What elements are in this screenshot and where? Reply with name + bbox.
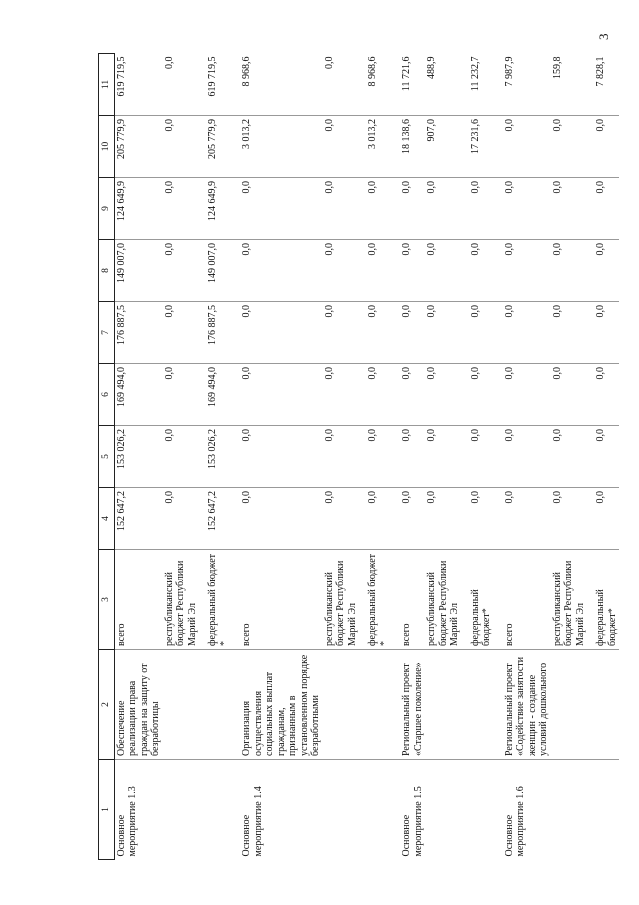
amount-cell: 0,0: [323, 178, 360, 240]
funding-source-cell: республиканский бюджет Республики Марий Эл: [551, 550, 588, 650]
header-cell: 9: [99, 178, 115, 240]
event-cell: Основное мероприятие 1.4: [241, 786, 264, 857]
budget-table-body: [114, 54, 619, 860]
event-name-cell: Региональный проект «Старшее поколение»: [391, 650, 425, 760]
event-cell: [359, 760, 391, 860]
amount-cell: 0,0: [551, 364, 588, 426]
amount-cell: 0,0: [587, 178, 619, 240]
header-cell: 1: [99, 760, 115, 860]
amount-cell: 0,0: [359, 364, 391, 426]
amount-cell: 0,0: [425, 426, 462, 488]
amount-cell: 0,0: [462, 178, 494, 240]
amount-cell: 0,0: [231, 426, 323, 488]
table-row: [494, 54, 551, 860]
table-row: [163, 54, 200, 860]
amount-cell: 907,0: [425, 116, 462, 178]
amount-cell: 0,0: [587, 240, 619, 302]
table-row: [359, 54, 391, 860]
amount-cell: 0,0: [323, 240, 360, 302]
funding-source-cell: федеральный бюджет*: [587, 550, 619, 650]
amount-cell: 0,0: [163, 240, 200, 302]
amount-cell: 0,0: [494, 426, 551, 488]
event-cell: Основное мероприятие 1.5: [401, 786, 424, 857]
amount-cell: 0,0: [551, 116, 588, 178]
amount-cell: 176 887,5: [199, 302, 231, 364]
event-name-cell: [359, 650, 391, 760]
amount-cell: 0,0: [163, 116, 200, 178]
table-row: [114, 54, 163, 860]
event-name-cell: [323, 650, 360, 760]
amount-cell: 0,0: [323, 54, 360, 116]
amount-cell: 176 887,5: [114, 302, 163, 364]
event-cell: [199, 760, 231, 860]
header-cell: 2: [99, 650, 115, 760]
amount-cell: 0,0: [551, 488, 588, 550]
amount-cell: 0,0: [163, 302, 200, 364]
event-cell: [425, 760, 462, 860]
amount-cell: 0,0: [462, 364, 494, 426]
table-row: [199, 54, 231, 860]
funding-source-cell: республиканский бюджет Республики Марий Эл: [425, 550, 462, 650]
amount-cell: 124 649,9: [114, 178, 163, 240]
amount-cell: 124 649,9: [199, 178, 231, 240]
amount-cell: 0,0: [391, 178, 425, 240]
header-cell: 10: [99, 116, 115, 178]
amount-cell: 619 719,5: [199, 54, 231, 116]
amount-cell: 159,8: [551, 54, 588, 116]
amount-cell: 488,9: [425, 54, 462, 116]
event-cell: [551, 760, 588, 860]
header-cell: 6: [99, 364, 115, 426]
amount-cell: 0,0: [462, 240, 494, 302]
amount-cell: 153 026,2: [114, 426, 163, 488]
event-cell: Основное мероприятие 1.6: [503, 786, 527, 857]
amount-cell: 11 232,7: [462, 54, 494, 116]
budget-table-sheet: [98, 56, 628, 860]
funding-source-cell: федеральный бюджет*: [462, 550, 494, 650]
amount-cell: 0,0: [359, 488, 391, 550]
page-number: 3: [596, 33, 611, 40]
amount-cell: 0,0: [391, 364, 425, 426]
amount-cell: 0,0: [391, 426, 425, 488]
amount-cell: 169 494,0: [114, 364, 163, 426]
funding-source-cell: всего: [231, 550, 323, 650]
event-name-cell: Региональный проект «Содействие занятости женщин - создание условий дошкольного: [494, 650, 551, 760]
amount-cell: 149 007,0: [199, 240, 231, 302]
amount-cell: 0,0: [494, 364, 551, 426]
amount-cell: 0,0: [494, 302, 551, 364]
amount-cell: 0,0: [587, 116, 619, 178]
table-row: [391, 54, 425, 860]
funding-source-cell: республиканский бюджет Республики Марий Эл: [323, 550, 360, 650]
amount-cell: 0,0: [359, 302, 391, 364]
table-row: [462, 54, 494, 860]
amount-cell: 0,0: [231, 240, 323, 302]
amount-cell: 3 013,2: [231, 116, 323, 178]
amount-cell: 0,0: [391, 302, 425, 364]
amount-cell: 0,0: [231, 364, 323, 426]
amount-cell: 153 026,2: [199, 426, 231, 488]
header-cell: 4: [99, 488, 115, 550]
amount-cell: 3 013,2: [359, 116, 391, 178]
amount-cell: 0,0: [323, 364, 360, 426]
amount-cell: 0,0: [359, 240, 391, 302]
funding-source-cell: федеральный бюджет *: [199, 550, 231, 650]
event-name-cell: [462, 650, 494, 760]
funding-source-cell: всего: [494, 550, 551, 650]
amount-cell: 0,0: [462, 426, 494, 488]
amount-cell: 205 779,9: [114, 116, 163, 178]
funding-source-cell: всего: [391, 550, 425, 650]
amount-cell: 0,0: [323, 302, 360, 364]
event-name-cell: [425, 650, 462, 760]
amount-cell: 0,0: [587, 488, 619, 550]
amount-cell: 0,0: [462, 488, 494, 550]
amount-cell: 0,0: [323, 116, 360, 178]
amount-cell: 619 719,5: [114, 54, 163, 116]
amount-cell: 0,0: [231, 302, 323, 364]
event-cell: [587, 760, 619, 860]
amount-cell: 152 647,2: [199, 488, 231, 550]
header-cell: 7: [99, 302, 115, 364]
event-name-cell: [163, 650, 200, 760]
amount-cell: 0,0: [425, 240, 462, 302]
amount-cell: 0,0: [391, 240, 425, 302]
amount-cell: 0,0: [163, 178, 200, 240]
amount-cell: 0,0: [494, 488, 551, 550]
amount-cell: 8 968,6: [359, 54, 391, 116]
event-name-cell: [587, 650, 619, 760]
funding-source-cell: федеральный бюджет *: [359, 550, 391, 650]
table-row: [231, 54, 323, 860]
amount-cell: 152 647,2: [114, 488, 163, 550]
amount-cell: 0,0: [587, 302, 619, 364]
header-cell: 11: [99, 54, 115, 116]
amount-cell: 7 987,9: [494, 54, 551, 116]
amount-cell: 0,0: [163, 426, 200, 488]
event-name-cell: Обеспечение реализации права граждан на защиту от безработицы: [114, 650, 163, 760]
table-row: [425, 54, 462, 860]
amount-cell: 0,0: [551, 302, 588, 364]
funding-source-cell: всего: [114, 550, 163, 650]
amount-cell: 0,0: [462, 302, 494, 364]
amount-cell: 0,0: [163, 488, 200, 550]
amount-cell: 17 231,6: [462, 116, 494, 178]
header-cell: 8: [99, 240, 115, 302]
amount-cell: 0,0: [551, 178, 588, 240]
amount-cell: 0,0: [587, 364, 619, 426]
amount-cell: 0,0: [231, 488, 323, 550]
amount-cell: 0,0: [551, 426, 588, 488]
amount-cell: 0,0: [323, 426, 360, 488]
amount-cell: 0,0: [494, 178, 551, 240]
event-cell: [163, 760, 200, 860]
amount-cell: 0,0: [425, 364, 462, 426]
event-cell: Основное мероприятие 1.3: [115, 786, 139, 857]
amount-cell: 0,0: [425, 178, 462, 240]
event-name-cell: [199, 650, 231, 760]
header-cell: 5: [99, 426, 115, 488]
amount-cell: 0,0: [494, 116, 551, 178]
amount-cell: 11 721,6: [391, 54, 425, 116]
amount-cell: 0,0: [323, 488, 360, 550]
budget-table: [98, 53, 619, 860]
amount-cell: 7 828,1: [587, 54, 619, 116]
header-row: [99, 54, 115, 860]
amount-cell: 0,0: [231, 178, 323, 240]
table-row: [323, 54, 360, 860]
funding-source-cell: республиканский бюджет Республики Марий Эл: [163, 550, 200, 650]
amount-cell: 0,0: [359, 178, 391, 240]
event-name-cell: Организация осуществления социальных выплат гражданам, признанным в установленном порядке безработными: [231, 650, 323, 760]
amount-cell: 149 007,0: [114, 240, 163, 302]
event-cell: [462, 760, 494, 860]
amount-cell: 0,0: [551, 240, 588, 302]
amount-cell: 0,0: [391, 488, 425, 550]
amount-cell: 0,0: [587, 426, 619, 488]
event-name-cell: [551, 650, 588, 760]
amount-cell: 0,0: [425, 488, 462, 550]
amount-cell: 169 494,0: [199, 364, 231, 426]
amount-cell: 0,0: [359, 426, 391, 488]
amount-cell: 0,0: [425, 302, 462, 364]
amount-cell: 205 779,9: [199, 116, 231, 178]
header-cell: 3: [99, 550, 115, 650]
amount-cell: 0,0: [163, 364, 200, 426]
amount-cell: 18 138,6: [391, 116, 425, 178]
table-row: [587, 54, 619, 860]
amount-cell: 8 968,6: [231, 54, 323, 116]
amount-cell: 0,0: [494, 240, 551, 302]
table-row: [551, 54, 588, 860]
amount-cell: 0,0: [163, 54, 200, 116]
event-cell: [323, 760, 360, 860]
